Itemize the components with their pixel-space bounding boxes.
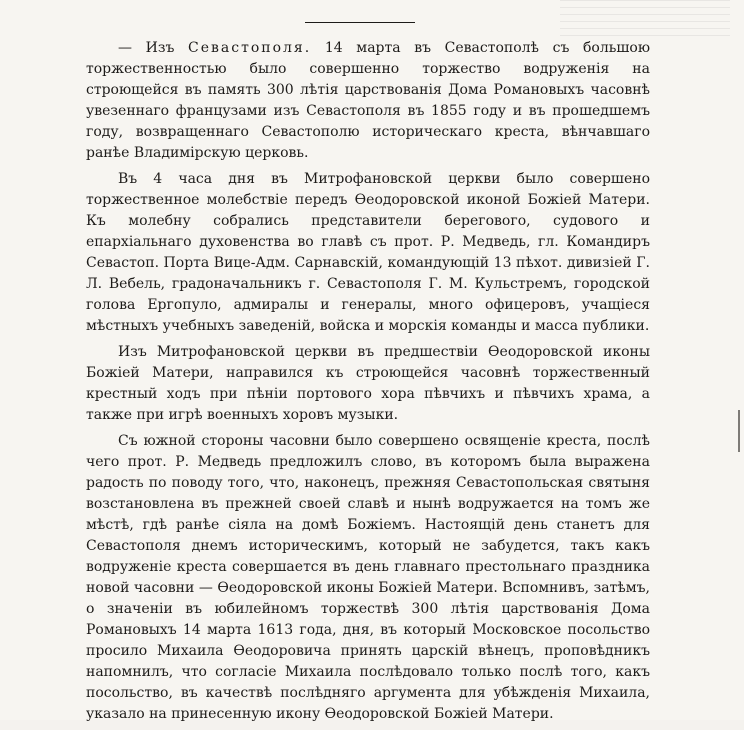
article-body [86,38,650,730]
paragraph-4: Съ южной стороны часовни было совершено освященіе креста, послѣ чего прот. Р. Медведь предложилъ слово, въ которомъ была выражена радость по поводу того, что, наконецъ, прежняя Севастопольская святыня возстановлена въ прежней своей славѣ и нынѣ водружается на томъ же мѣстѣ, гдѣ ранѣе сіяла на домѣ Божіемъ. Настоящій день станетъ для Севастополя днемъ историческимъ, который не забудется, такъ какъ водруженіе креста совершается въ день главнаго престольнаго праздника новой часовни — Ѳеодоровской иконы Божіей Матери. Вспомнивъ, затѣмъ, о значеніи въ юбилейномъ торжествѣ 300 лѣтія царствованія Дома Романовыхъ 14 марта 1613 года, дня, въ который Московское посольство просило Михаила Ѳеодоровича принять царскій вѣнецъ, проповѣдникъ напомнилъ, что согласіе Михаила послѣдовало только послѣ того, какъ посольство, въ качествѣ послѣдняго аргумента для убѣжденія Михаила, указало на принесенную икону Ѳеодоровской Божіей Матери. [86,433,650,722]
paragraph-intro [86,38,650,164]
place-heading: Севастополя. [188,40,312,56]
section-divider [305,22,415,23]
intro-text: 14 марта въ Севастополѣ съ большою торжественностью было совершенно торжество водруженія на строющейся въ память 300 лѣтія царствованія Дома Романовыхъ часовнѣ увезеннаго французами изъ Севастополя въ 1855 году и въ прошедшемъ году, возвращеннаго Севастополю историческаго креста, вѣнчавшаго ранѣе Владимірскую церковь. [86,40,651,161]
bleed-through-text [560,0,730,40]
paragraph-3: Изъ Митрофановской церкви въ предшествіи Ѳеодоровской иконы Божіей Матери, направился къ строющейся часовнѣ торжественный крестный ходъ при пѣніи портового хора пѣвчихъ и пѣвчихъ храма, а также при игрѣ военныхъ хоровъ музыки. [86,344,650,423]
page-edge-mark [738,410,740,452]
intro-prefix: — Изъ [118,40,189,56]
paragraph-2: Въ 4 часа дня въ Митрофановской церкви было совершено торжественное молебствіе передъ Ѳеодоровской иконой Божіей Матери. Къ молебну собрались представители берегового, судового и епархіальнаго духовенства во главѣ съ прот. Р. Медведь, гл. Командиръ Севастоп. Порта Вице-Адм. Сарнавскій, командующій 13 пѣхот. дивизіей Г. Л. Вебель, градоначальникъ г. Севастополя Г. М. Кульстремъ, городской голова Ергопуло, адмиралы и генералы, много офицеровъ, учащіеся мѣстныхъ учебныхъ заведеній, войска и морскія команды и масса публики. [86,171,650,334]
